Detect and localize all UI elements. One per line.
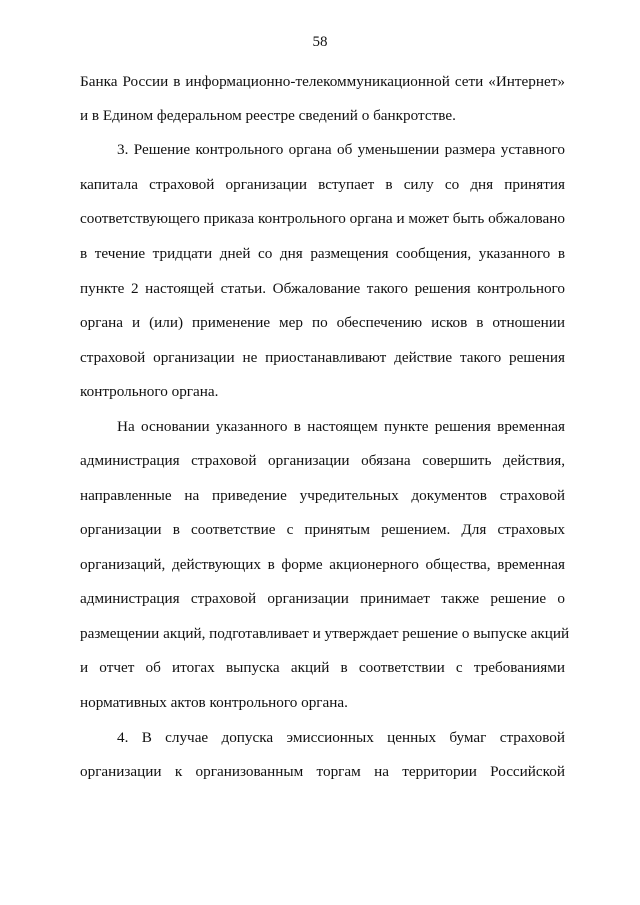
text-line: капитала страховой организации вступает в силу со дня принятия [80, 176, 565, 193]
paragraph-first-line: 3. Решение контрольного органа об уменьшении размера уставного [117, 141, 565, 158]
text-line: и в Едином федеральном реестре сведений о банкротстве. [80, 107, 456, 124]
text-line: нормативных актов контрольного органа. [80, 694, 348, 711]
text-line: органа и (или) применение мер по обеспечению исков в отношении [80, 314, 565, 331]
text-line: страховой организации не приостанавливают действие такого решения [80, 349, 565, 366]
text-line: администрация страховой организации обязана совершить действия, [80, 452, 565, 469]
text-line: организаций, действующих в форме акционерного общества, временная [80, 556, 565, 573]
text-line: организации в соответствие с принятым решением. Для страховых [80, 521, 565, 538]
text-line: в течение тридцати дней со дня размещения сообщения, указанного в [80, 245, 565, 262]
page-number: 58 [312, 34, 328, 50]
text-line: размещении акций, подготавливает и утверждает решение о выпуске акций [80, 625, 570, 642]
text-line: контрольного органа. [80, 383, 219, 400]
text-line: направленные на приведение учредительных документов страховой [80, 487, 565, 504]
paragraph-first-line: На основании указанного в настоящем пункте решения временная [117, 418, 565, 435]
paragraph-first-line: 4. В случае допуска эмиссионных ценных бумаг страховой [117, 729, 565, 746]
text-line: пункте 2 настоящей статьи. Обжалование такого решения контрольного [80, 280, 565, 297]
text-line: организации к организованным торгам на территории Российской [80, 763, 565, 780]
text-line: Банка России в информационно-телекоммуникационной сети «Интернет» [80, 73, 565, 90]
text-line: соответствующего приказа контрольного органа и может быть обжаловано [80, 210, 565, 227]
text-line: администрация страховой организации принимает также решение о [80, 590, 565, 607]
text-line: и отчет об итогах выпуска акций в соответствии с требованиями [80, 659, 565, 676]
